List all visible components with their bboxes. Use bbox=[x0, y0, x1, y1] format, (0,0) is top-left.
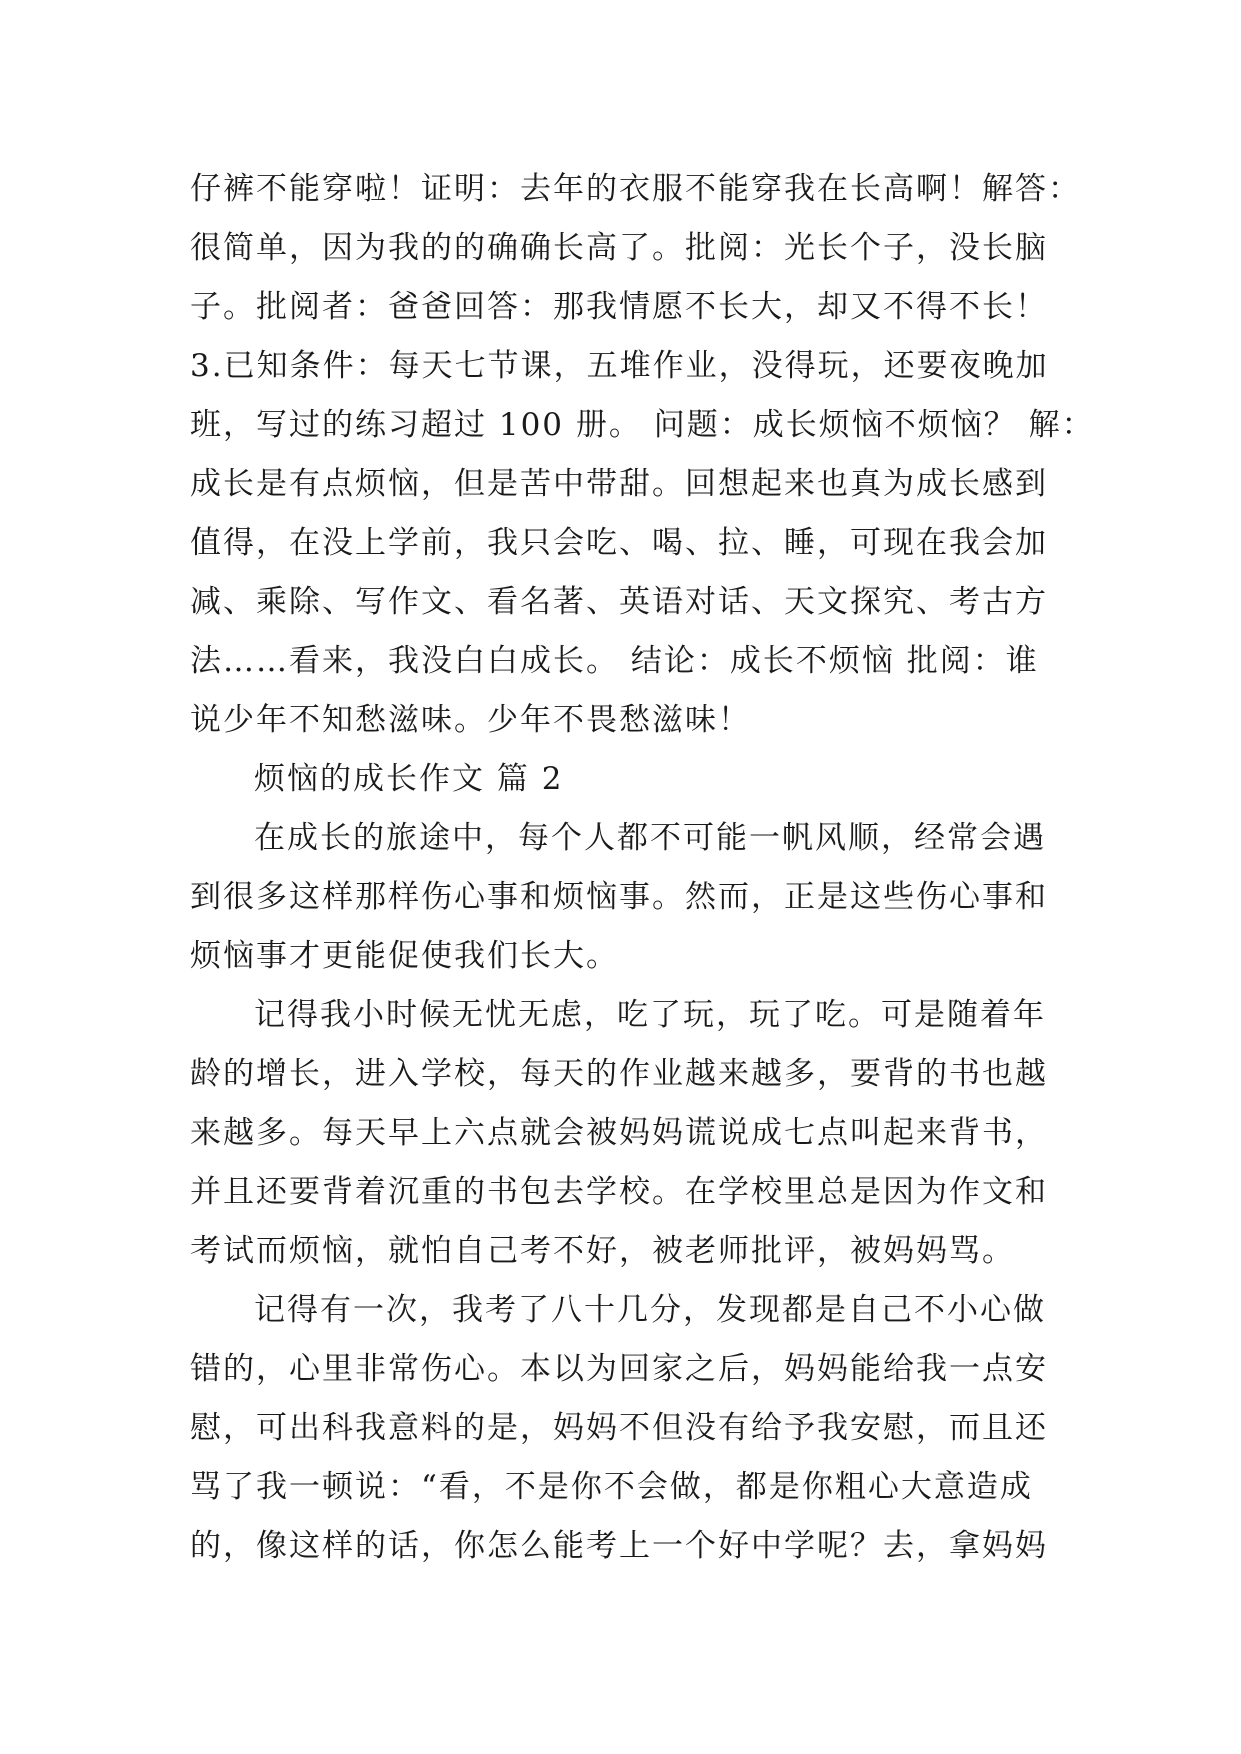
section-heading: 烦恼的成长作文 篇 2 bbox=[254, 761, 564, 797]
text-line: 烦恼事才更能促使我们长大。 bbox=[190, 938, 619, 974]
text-line: 的，像这样的话，你怎么能考上一个好中学呢？去，拿妈妈 bbox=[190, 1528, 1048, 1564]
text-line: 3.已知条件：每天七节课，五堆作业，没得玩，还要夜晚加 bbox=[190, 348, 1049, 384]
text-line: 在成长的旅途中，每个人都不可能一帆风顺，经常会遇 bbox=[254, 820, 1046, 856]
text-line: 减、乘除、写作文、看名著、英语对话、天文探究、考古方 bbox=[190, 584, 1048, 620]
continued-paragraph bbox=[190, 160, 1095, 750]
text-line: 并且还要背着沉重的书包去学校。在学校里总是因为作文和 bbox=[190, 1174, 1048, 1210]
text-line: 记得我小时候无忧无虑，吃了玩，玩了吃。可是随着年 bbox=[254, 997, 1046, 1033]
text-line: 说少年不知愁滋味。少年不畏愁滋味！ bbox=[190, 702, 751, 738]
text-line: 记得有一次，我考了八十几分，发现都是自己不小心做 bbox=[254, 1292, 1046, 1328]
text-line: 成长是有点烦恼，但是苦中带甜。回想起来也真为成长感到 bbox=[190, 466, 1048, 502]
text-line: 考试而烦恼，就怕自己考不好，被老师批评，被妈妈骂。 bbox=[190, 1233, 1015, 1269]
document-body bbox=[190, 160, 1095, 1576]
text-line: 很简单，因为我的的确确长高了。批阅：光长个子，没长脑 bbox=[190, 230, 1048, 266]
text-line: 到很多这样那样伤心事和烦恼事。然而，正是这些伤心事和 bbox=[190, 879, 1048, 915]
text-line: 班，写过的练习超过 100 册。 问题：成长烦恼不烦恼？ 解： bbox=[190, 407, 1095, 443]
text-line: 慰，可出科我意料的是，妈妈不但没有给予我安慰，而且还 bbox=[190, 1410, 1048, 1446]
text-line: 错的，心里非常伤心。本以为回家之后，妈妈能给我一点安 bbox=[190, 1351, 1048, 1387]
paragraph bbox=[190, 986, 1060, 1281]
text-line: 法……看来，我没白白成长。 结论：成长不烦恼 批阅：谁 bbox=[190, 643, 1039, 679]
text-line: 龄的增长，进入学校，每天的作业越来越多，要背的书也越 bbox=[190, 1056, 1048, 1092]
paragraph bbox=[190, 1281, 1060, 1576]
text-line: 子。批阅者：爸爸回答：那我情愿不长大，却又不得不长！ bbox=[190, 289, 1048, 325]
paragraph bbox=[190, 809, 1060, 986]
text-line: 骂了我一顿说：“看，不是你不会做，都是你粗心大意造成 bbox=[190, 1469, 1033, 1505]
text-line: 仔裤不能穿啦！证明：去年的衣服不能穿我在长高啊！解答： bbox=[190, 171, 1081, 207]
text-line: 来越多。每天早上六点就会被妈妈谎说成七点叫起来背书， bbox=[190, 1115, 1048, 1151]
text-line: 值得，在没上学前，我只会吃、喝、拉、睡，可现在我会加 bbox=[190, 525, 1048, 561]
